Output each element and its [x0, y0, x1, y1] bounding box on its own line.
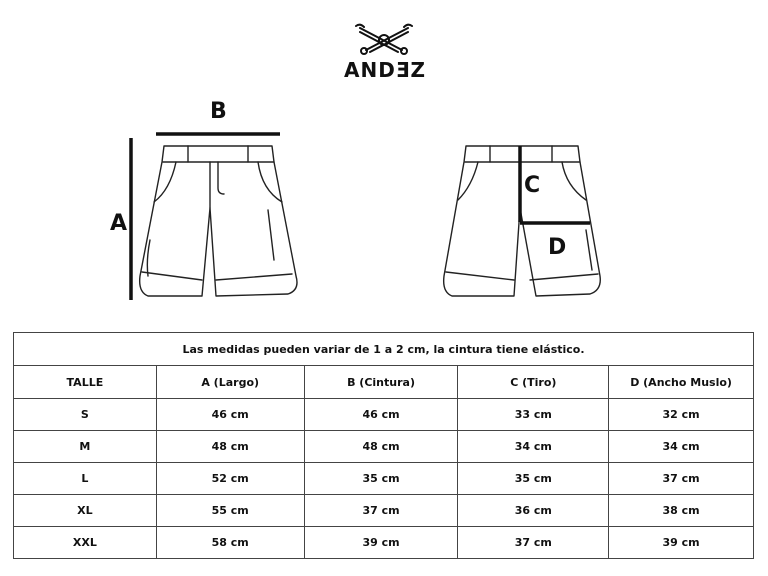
note-row: [14, 333, 754, 366]
tiro-cell: 34 cm: [458, 431, 609, 463]
table-row: [14, 431, 754, 463]
tiro-cell: 35 cm: [458, 463, 609, 495]
ancho-muslo-cell: 38 cm: [609, 495, 754, 527]
cintura-cell: 37 cm: [304, 495, 458, 527]
size-cell: XL: [14, 495, 157, 527]
cintura-cell: 48 cm: [304, 431, 458, 463]
largo-cell: 55 cm: [156, 495, 304, 527]
header-talle: TALLE: [14, 366, 157, 399]
ancho-muslo-cell: 32 cm: [609, 399, 754, 431]
size-note: Las medidas pueden variar de 1 a 2 cm, la cintura tiene elástico.: [14, 333, 754, 366]
table-row: [14, 399, 754, 431]
label-a: A: [110, 211, 128, 236]
table-row: [14, 495, 754, 527]
ancho-muslo-cell: 34 cm: [609, 431, 754, 463]
ancho-muslo-cell: 39 cm: [609, 527, 754, 559]
table-row: [14, 463, 754, 495]
size-cell: M: [14, 431, 157, 463]
header-row: [14, 366, 754, 399]
label-c: C: [524, 173, 541, 198]
brand-name: ANDƎZ: [344, 58, 426, 82]
cintura-cell: 46 cm: [304, 399, 458, 431]
largo-cell: 48 cm: [156, 431, 304, 463]
header-cintura: B (Cintura): [304, 366, 458, 399]
size-cell: XXL: [14, 527, 157, 559]
largo-cell: 58 cm: [156, 527, 304, 559]
table-row: [14, 527, 754, 559]
header-largo: A (Largo): [156, 366, 304, 399]
front-shorts-drawing: [140, 146, 297, 296]
label-b: B: [210, 99, 227, 124]
crossed-safety-pins-icon: [354, 22, 414, 58]
brand-logo: [344, 22, 424, 82]
cintura-cell: 35 cm: [304, 463, 458, 495]
label-d: D: [548, 235, 567, 260]
cintura-cell: 39 cm: [304, 527, 458, 559]
back-shorts-drawing: [444, 146, 601, 296]
size-cell: S: [14, 399, 157, 431]
header-tiro: C (Tiro): [458, 366, 609, 399]
size-table: [13, 332, 754, 559]
largo-cell: 52 cm: [156, 463, 304, 495]
header-ancho-muslo: D (Ancho Muslo): [609, 366, 754, 399]
size-cell: L: [14, 463, 157, 495]
shorts-diagram: [0, 90, 768, 310]
ancho-muslo-cell: 37 cm: [609, 463, 754, 495]
tiro-cell: 36 cm: [458, 495, 609, 527]
tiro-cell: 33 cm: [458, 399, 609, 431]
tiro-cell: 37 cm: [458, 527, 609, 559]
largo-cell: 46 cm: [156, 399, 304, 431]
